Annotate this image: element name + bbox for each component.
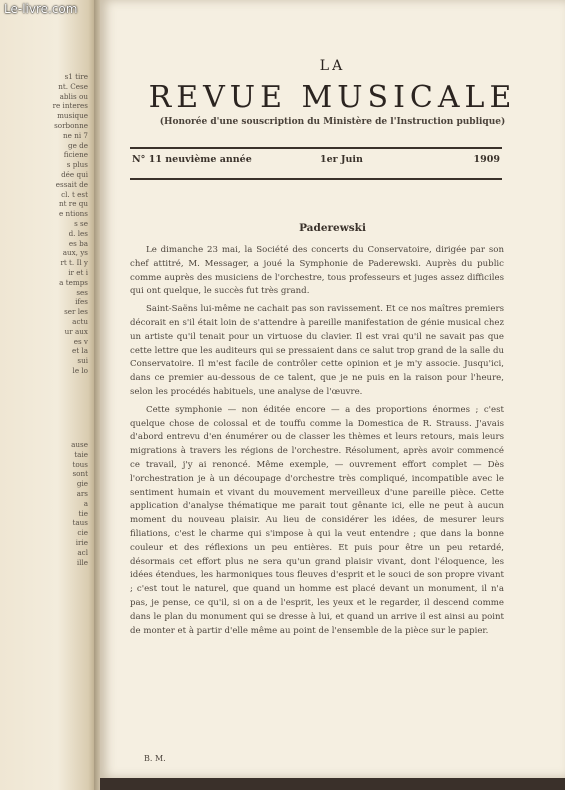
article-footer: B. M. — [144, 754, 166, 763]
left-page-line: et la — [71, 346, 88, 356]
masthead-title: REVUE MUSICALE — [148, 80, 517, 115]
left-page-line: ne ni 7 — [63, 130, 88, 140]
left-page-line: musique — [57, 111, 88, 121]
site-watermark: Le-livre.com — [4, 2, 78, 16]
article-paragraph-1: Le dimanche 23 mai, la Société des concerts du Conservatoire, dirigée par son chef attitré, M. Messager, a joué la Symphonie de Paderewski. Auprès du public comme auprès des musiciens de l'orchestre, tous professeurs et juges assez difficiles qui ont quelque, le succès fut très grand. — [130, 245, 504, 297]
left-page-line: rt t. Il y — [60, 258, 88, 268]
issue-year: 1909 — [473, 154, 500, 165]
page-bottom-edge — [100, 778, 565, 790]
left-page-line: es ba — [68, 238, 88, 248]
left-page-line: acl — [77, 547, 88, 557]
article-paragraph-3: Cette symphonie — non éditée encore — a des proportions énormes ; c'est quelque chose de colossal et de touffu comme la Domestica de R. Strauss. J'avais d'abord entrevu d'en énumérer ou de classer les thèmes et leurs retours, mais leurs migrations à travers les régions de l'orchestre. Résolument, après avoir commencé ce travail, j'y ai renoncé. Même exemple, — ouvrement effort complet — Dès l'orchestration je à un découpage d'orchestre très compliqué, incompatible avec le sentiment humain et vivant du mouvement merveilleux d'une pareille pièce. Cette application d'analyse thématique me parait tout gênante ici, elle ne peut à aucun moment du nouveau plaisir. Au lieu de considérer les idées, de mesurer leurs filiations, c'est le charme qui s'impose à qui la veut entendre ; que dans la bonne couleur et des réflexions un peu entières. Et puis pour être un peu retardé, désormais cet effort plus ne sera qu'un grand plaisir vivant, dont l'éloquence, les idées étendues, les harmoniques tous fleuves d'esprit et le souci de son propre vivant ; c'est tout le naturel, que quand un homme est placé devant un monument, il n'a pas, je pense, ce qu'il, si on a de l'esprit, les yeux et le regarder, il descend comme dans le plan du monument qui se dresse à lui, et quand un arrive il est ainsi au point de monter et à partir d'elle même au point de l'ensemble de la pièce sur le papier. — [130, 404, 504, 636]
left-page-line: ause — [71, 440, 88, 449]
left-page-line: re interes — [52, 101, 88, 111]
left-page-line: ablis ou — [59, 91, 88, 101]
left-page-line: es v — [73, 336, 88, 346]
left-page-line: s1 tire — [64, 72, 88, 81]
left-page-line: le lo — [72, 365, 88, 375]
left-page-line: ars — [76, 488, 88, 498]
issue-date: 1er Juin — [320, 154, 363, 165]
bottom-rule — [130, 178, 502, 180]
left-page-line: ser les — [64, 307, 88, 317]
left-page-line: sont — [72, 469, 88, 479]
left-page-line: ur aux — [64, 326, 88, 336]
left-page — [0, 0, 96, 790]
left-page-line: nt re qu — [58, 199, 88, 209]
left-page-line: irie — [75, 537, 88, 547]
left-page-line: ficiene — [63, 150, 88, 160]
left-page-line: nt. Cese — [58, 81, 88, 91]
left-page-line: s se — [74, 218, 88, 228]
left-page-line: essait de — [55, 179, 88, 189]
article-body — [130, 244, 504, 638]
top-rule — [130, 147, 502, 149]
masthead-subtitle: (Honorée d'une souscription du Ministère de l'Instruction publique) — [159, 117, 506, 127]
left-page-line: sorbonne — [54, 120, 88, 130]
left-page-line: gie — [76, 479, 88, 489]
left-page-column-lower — [71, 440, 88, 567]
left-page-column-upper — [53, 72, 88, 376]
left-page-line: cie — [77, 528, 88, 538]
article-title: Paderewski — [299, 222, 366, 234]
left-page-line: d. les — [68, 228, 88, 238]
masthead-la: LA — [319, 58, 346, 74]
left-page-line: taie — [74, 449, 88, 459]
left-page-line: actu — [72, 316, 88, 326]
left-page-line: a temps — [59, 277, 88, 287]
left-page-line: tie — [78, 508, 88, 518]
left-page-line: ses — [76, 287, 88, 297]
left-page-line: s plus — [66, 160, 88, 170]
left-page-line: dée qui — [61, 169, 88, 179]
left-page-line: ir et i — [68, 267, 88, 277]
left-page-line: ge de — [68, 140, 88, 150]
left-page-line: a — [83, 498, 88, 508]
left-page-line: sui — [77, 356, 88, 366]
left-page-line: taus — [72, 518, 88, 528]
issue-number: N° 11 neuvième année — [132, 154, 252, 165]
left-page-line: aux, ys — [62, 248, 88, 258]
article-paragraph-2: Saint-Saëns lui-même ne cachait pas son ravissement. Et ce nos maîtres premiers décorait en s'il était loin de s'attendre à pareille manifestation de génie musical chez un artiste qu'il tenait pour un virtuose du clavier. Il est vrai qu'il ne savait pas que cette lettre que les auditeurs qui se pressaient dans ce salut trop grand de la salle du Conservatoire. Il m'est facile de contrôler cette opinion et je m'y associe. Jusqu'ici, dans ce premier au-dessous de ce talent, que je ne puis en la raison pour l'heure, selon les procédés habituels, une analyse de l'œuvre. — [130, 304, 504, 397]
left-page-line: ifes — [75, 297, 88, 307]
left-page-line: ille — [76, 557, 88, 567]
left-page-line: cl. t est — [61, 189, 88, 199]
right-page — [100, 0, 565, 778]
left-page-line: e ntions — [59, 209, 88, 219]
left-page-line: tous — [72, 459, 88, 469]
